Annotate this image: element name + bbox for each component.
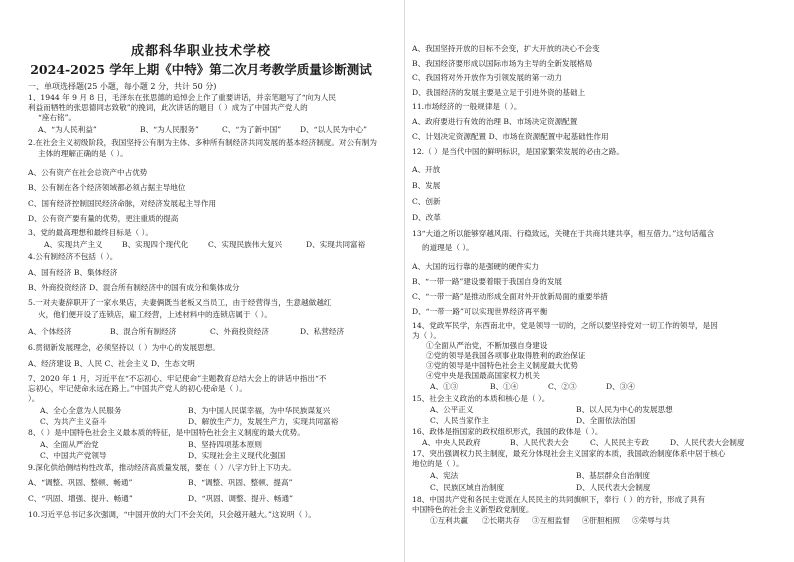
q2-option-d: D、公有资产要有量的优势，更注重质的提高 <box>28 214 179 223</box>
q4-option-ab: A、国有经济 B、集体经济 <box>28 268 118 277</box>
q18-line-2: 中国特色的社会主义新型政党制度。 <box>412 505 534 514</box>
page-divider <box>404 0 405 562</box>
q15-option-a: A、公平正义 <box>430 405 474 414</box>
q2-option-a: A、公有资产在社会总资产中占优势 <box>28 168 148 177</box>
q10-option-b: B、我国经济要形成以国际市场为主导的全新发展格局 <box>412 59 593 68</box>
q14-option-d: D、③④ <box>606 382 635 391</box>
q9-option-d: D、“巩固、调整、提升、畅通” <box>188 494 293 503</box>
q3-option-b: B、实现四个现代化 <box>122 240 189 249</box>
q15-option-b: B、以人民为中心的发展思想 <box>576 405 673 414</box>
q17-line-2: 地位的是（ ）。 <box>412 459 464 468</box>
q9-stem: 9.深化供给侧结构性改革，推动经济高质量发展，要在（ ）八字方针上下功夫。 <box>28 463 296 472</box>
q13-option-b: B、“一带一路”建设要着眼于我国自身的发展 <box>412 277 563 286</box>
q2-option-c: C、国有经济控制国民经济命脉，对经济发展起主导作用 <box>28 199 217 208</box>
q12-option-c: C、创新 <box>412 197 441 206</box>
q15-stem: 15、社会主义政治的本质和核心是（ ）。 <box>412 394 550 403</box>
q14-item-4: ④党中央是我国最高国家权力机关 <box>426 371 540 380</box>
q4-stem: 4.公有制经济不包括（ ）。 <box>28 252 118 261</box>
q16-option-c: C、人民民主专政 <box>590 438 649 447</box>
q18-item-3: ③互相监督 <box>532 516 570 525</box>
q8-option-c: C、中国共产党领导 <box>40 451 107 460</box>
q14-line-2: 为（ ）。 <box>412 331 441 340</box>
q16-option-a: A、中央人民政府 <box>422 438 481 447</box>
q4-option-cd: B、外商投资经济 D、混合所有制经济中的国有成分和集体成分 <box>28 283 240 292</box>
q9-option-a: A、“调整、巩固、整顿、畅通” <box>28 478 133 487</box>
q3-stem: 3、党的最高理想和最终目标是（ ）。 <box>28 228 153 237</box>
q15-option-c: C、人民当家作主 <box>430 416 489 425</box>
q9-option-b: B、“调整、巩固、整顿、提高” <box>188 478 293 487</box>
q14-line-1: 14、党政军民学，东西南北中，党是领导一切的，之所以要坚持党对一切工作的领导，是因 <box>412 321 718 330</box>
q5-option-a: A、个体经济 <box>28 327 72 336</box>
q5-option-d: D、私营经济 <box>300 327 345 336</box>
q14-option-a: A、①③ <box>430 382 459 391</box>
q13-option-c: C、“一带一路”是推动形成全面对外开放新局面的重要举措 <box>412 292 608 301</box>
school-title: 成都科华职业技术学校 <box>130 44 271 59</box>
q1-line-2: 利益而牺牲的张思德同志致敬”的挽词，此次讲话的题目（ ）成为了中国共产党人的 <box>28 103 308 112</box>
q11-stem: 11.市场经济的一般规律是（ ）。 <box>412 102 522 111</box>
section-heading: 一、单项选择题(25 小题，每小题 2 分，共计 50 分) <box>28 82 217 91</box>
q14-option-b: B、①④ <box>490 382 519 391</box>
q6-stem: 6.贯彻新发展理念，必须坚持以（ ）为中心的发展思想。 <box>28 343 220 352</box>
q5-option-c: C、外商投资经济 <box>210 327 269 336</box>
q12-option-a: A、开放 <box>412 165 441 174</box>
q14-item-2: ②党的领导是我国各项事业取得胜利的政治保证 <box>426 351 586 360</box>
q13-line-1: 13“大道之所以能够穿越风雨、行稳致远，关键在于共商共建共享，相互借力。”这句话蕴含 <box>412 229 715 238</box>
q2-line-1: 2.在社会主义初级阶段，我国坚持公有制为主体、多种所有制经济共同发展的基本经济制度。对公有制为 <box>28 138 377 147</box>
q7-option-c: C、为共产主义奋斗 <box>40 417 107 426</box>
q7-option-b: B、为中国人民谋幸福，为中华民族谋复兴 <box>188 406 331 415</box>
q17-option-d: D、人民代表大会制度 <box>576 483 651 492</box>
q7-option-a: A、全心全意为人民服务 <box>40 406 122 415</box>
q16-option-b: B、人民代表大会 <box>510 438 569 447</box>
q9-option-c: C、“巩固、增强、提升、畅通” <box>28 494 133 503</box>
q11-option-ab: A、政府要进行有效的治理 B、市场决定资源配置 <box>412 117 578 126</box>
q1-line-3: “座右铭”。 <box>38 113 77 122</box>
q14-item-1: ①全面从严治党，不断加强自身建设 <box>426 341 548 350</box>
q6-options: A、经济建设 B、人民 C、社会主义 D、生态文明 <box>28 359 195 368</box>
q8-option-b: B、坚持四项基本原则 <box>188 440 262 449</box>
q13-option-d: D、“一带一路”可以实现世界经济再平衡 <box>412 307 548 316</box>
q2-line-2: 主体的理解正确的是（ ）。 <box>38 149 128 158</box>
q1-option-c: C、“为了新中国” <box>222 125 282 134</box>
q18-item-4: ④肝胆相照 <box>582 516 620 525</box>
q1-option-b: B、“为人民服务” <box>140 125 199 134</box>
q10-option-c: C、我国将对外开放作为引领发展的第一动力 <box>412 73 563 82</box>
q5-line-1: 5.一对夫妻辞职开了一家水果店，夫妻俩既当老板又当员工，由于经营得当，生意越做越红 <box>28 298 332 307</box>
q10-stem: 10.习近平总书记多次强调，“中国开放的大门不会关闭，只会越开越大。”这说明（ ）。 <box>28 510 317 519</box>
q8-option-a: A、全面从严治党 <box>40 440 99 449</box>
q5-option-b: B、混合所有制经济 <box>110 327 177 336</box>
q3-option-d: D、实现共同富裕 <box>306 240 366 249</box>
q18-line-1: 18、中国共产党和各民主党派在人民民主的共同旗帜下，奉行（ ）的方针，形成了具有 <box>412 495 706 504</box>
q7-option-d: D、解放生产力，发展生产力，实现共同富裕 <box>188 417 339 426</box>
q1-line-1: 1、1944 年 9 月 8 日，毛泽东在张思德的追悼会上作了重要讲话，并亲笔题写了“向为人民 <box>28 93 336 102</box>
q1-option-d: D、“以人民为中心” <box>300 125 368 134</box>
q7-line-1: 7、2020 年 1 月，习近平在“不忘初心、牢记使命”主题教育总结大会上的讲话中指出“不 <box>28 374 327 383</box>
q8-option-d: D、实现社会主义现代化强国 <box>188 451 286 460</box>
q14-item-3: ③党的领导是中国特色社会主义制度最大优势 <box>426 361 578 370</box>
q1-option-a: A、“为人民利益” <box>38 125 97 134</box>
q10-option-d: D、我国经济的发展主要是立足于引进外资的基础上 <box>412 88 586 97</box>
q13-line-2: 的道理是（ ）。 <box>422 243 474 252</box>
q17-line-1: 17、突出强调权力民主制度，最充分体现社会主义国家的本质，我国政治制度体系中居于核心 <box>412 449 726 458</box>
q11-option-cd: C、计划决定资源配置 D、市场在资源配置中起基础性作用 <box>412 132 609 141</box>
q13-option-a: A、大国的远行靠的是强硬的硬件实力 <box>412 262 539 271</box>
q12-option-d: D、改革 <box>412 213 441 222</box>
q17-option-b: B、基层群众自治制度 <box>576 471 650 480</box>
q3-option-c: C、实现民族伟大复兴 <box>208 240 283 249</box>
q16-stem: 16、政体是指国家的政权组织形式，我国的政体是（ ）。 <box>412 427 603 436</box>
q18-item-5: ⑤荣辱与共 <box>632 516 670 525</box>
q16-option-d: D、人民代表大会制度 <box>670 438 745 447</box>
q8-stem: 8、（ ）是中国特色社会主义最本质的特征，是中国特色社会主义制度的最大优势。 <box>28 428 305 437</box>
exam-title: 2024-2025 学年上期《中特》第二次月考教学质量诊断测试 <box>30 62 372 77</box>
q5-line-2: 火，他们便开设了连锁店，雇工经营，上述材料中的连锁店属于（ ）。 <box>38 310 273 319</box>
q18-item-1: ①互利共赢 <box>430 516 468 525</box>
right-column <box>408 0 788 562</box>
q12-stem: 12.（ ）是当代中国的鲜明标识，是国家繁荣发展的必由之路。 <box>412 147 624 156</box>
q14-option-c: C、②③ <box>548 382 577 391</box>
q2-option-b: B、公有制在各个经济领域都必须占据主导地位 <box>28 183 186 192</box>
q3-option-a: A、实现共产主义 <box>44 240 103 249</box>
q18-item-2: ②长期共存 <box>482 516 520 525</box>
q17-option-c: C、民族区域自治制度 <box>430 483 505 492</box>
q10-option-a: A、我国坚持开放的目标不会变，扩大开放的决心不会变 <box>412 44 600 53</box>
q7-line-2: 忘初心，牢记使命永远在路上。”中国共产党人的初心使命是（ ）。 <box>28 384 247 393</box>
q12-option-b: B、发展 <box>412 181 441 190</box>
q17-option-a: A、宪法 <box>430 471 459 480</box>
q7-line-3: ）。 <box>28 394 40 403</box>
q15-option-d: D、全面依法治国 <box>576 416 636 425</box>
